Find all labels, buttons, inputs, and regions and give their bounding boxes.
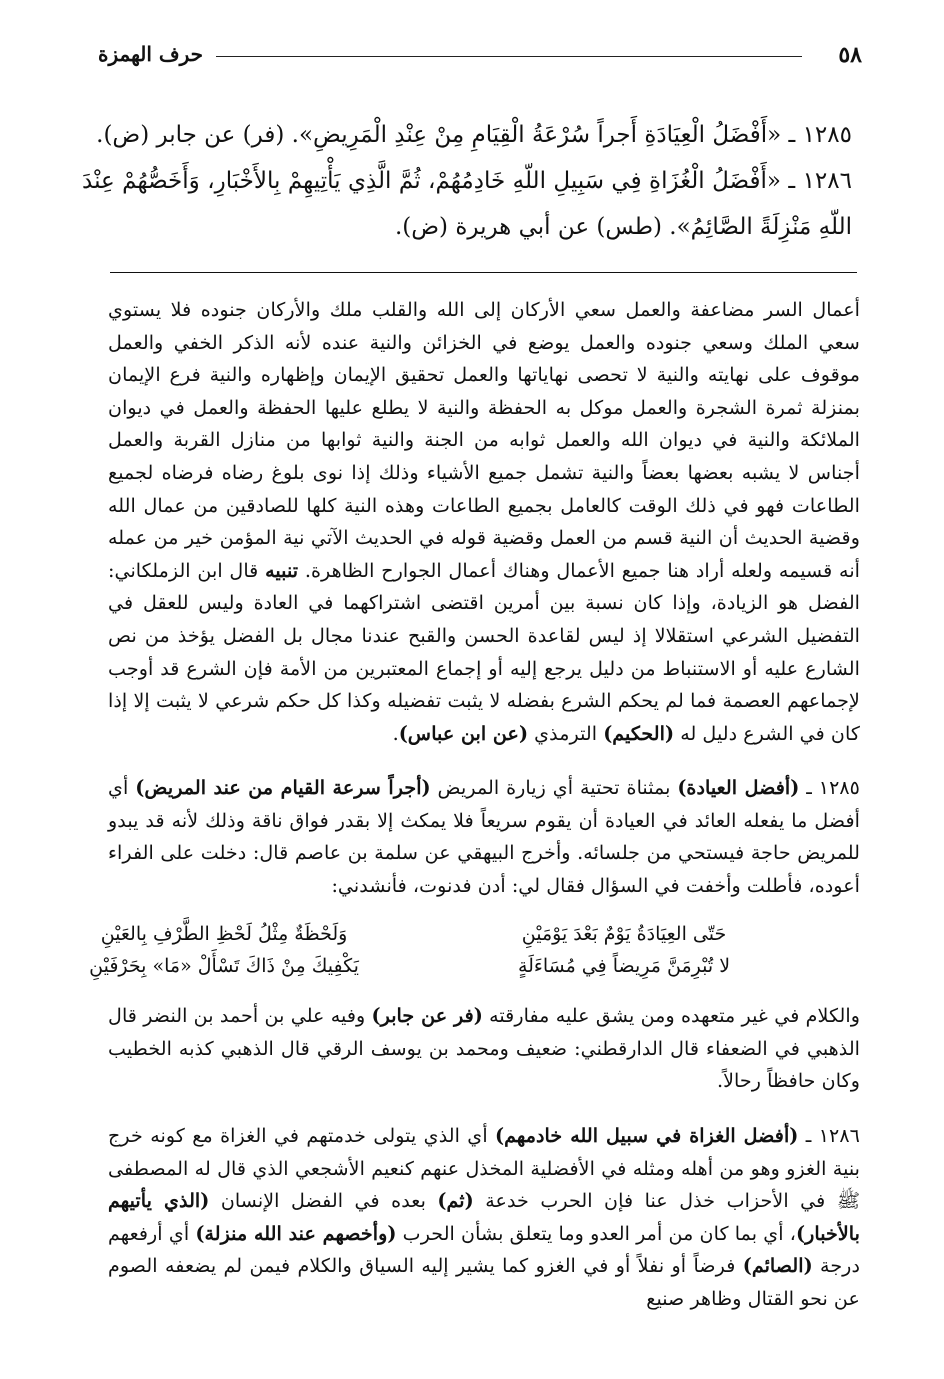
hadith-number: ١٢٨٥ ـ: [788, 122, 852, 148]
poem-hemistich: وَلَحْظَةٌ مِثْلُ لَحْظِ الطَّرْفِ بِالعَيْنِ: [100, 923, 348, 945]
lemma: (الصائم): [742, 1254, 813, 1278]
poem-verse: [54, 950, 794, 982]
poem: [54, 918, 794, 982]
source-text: الترمذي: [534, 721, 598, 745]
lemma: (أفضل الغزاة في سبيل الله خادمهم): [495, 1124, 799, 1147]
hadith-text: «أَفْضَلُ الْعِيَادَةِ أَجراً سُرْعَةُ الْقِيَامِ مِنْ عِنْدِ الْمَرِيضِ». (فر) عن جابر (ض).: [96, 122, 782, 148]
tanbih-label: تنبيه: [265, 558, 299, 582]
tanbih-text: قال ابن الزملكاني: الفضل هو الزيادة، وإذا كان نسبة بين أمرين اقتضى اشتراكهما في العادة وليس للعقل في التفضيل الشرعي استقلالا إذ ليس لقاعدة الحسن والقبح عندنا مجال بل الفضل يؤخذ من نص الشارع عليه أو الاستنباط من دليل يرجع إليه أو إجماع المعتبرين من الأمة فإن الشرع قد أوجب لإجماعهم العصمة فما لم يحكم الشرع بفضله لا يثبت تفضيله وكذا كل حكم شرعي لا يثبت إلا إذا كان في الشرع دليل له: [108, 558, 860, 745]
commentary-text: ، أي بما كان من أمر العدو وما يتعلق بشأن الحرب: [402, 1221, 796, 1245]
lemma: (الذي يأتيهم بالأخبار): [108, 1189, 860, 1245]
commentary-text: بعده في الفضل الإنسان: [220, 1189, 426, 1213]
source-reference: (عن ابن عباس): [398, 721, 529, 745]
lemma: (وأخصهم عند الله منزلة): [195, 1221, 397, 1245]
lemma: (أفضل العيادة): [677, 776, 800, 799]
section-separator: [110, 272, 857, 273]
source-reference: (فر عن جابر): [371, 1004, 483, 1027]
poem-verse: [54, 918, 794, 950]
poem-hemistich: حَتّى العِيَادَةُ يَوْمٌ بَعْدَ يَوْمَيْنِ: [521, 923, 727, 945]
hadith-1286: [82, 158, 852, 250]
lemma: (أجراً سرعة القيام من عند المريض): [135, 776, 431, 799]
commentary-text: وفيه علي بن أحمد بن النضر قال الذهبي في الضعفاء قال الدارقطني: ضعيف ومحمد بن يوسف الرقي قال الذهبي كذبه الخطيب وكان حافظاً رحالاً.: [108, 1004, 860, 1093]
entry-number: ١٢٨٥ ـ: [806, 776, 860, 799]
hadith-1285: [82, 112, 852, 158]
commentary-text: أي أفضل ما يفعله العائد في العيادة أن يقوم سريعاً فلا يمكث إلا بقدر فواق ناقة وذلك لأنه قد يبدو للمريض حاجة فيستحي من جلسائه. وأخرج البيهقي عن سلمة بن عاصم قال: دخلت على الفراء أعوده، فأطلت وأخفت في السؤال فقال لي: أدن فدنوت، فأنشدني:: [108, 776, 860, 897]
period: .: [392, 721, 399, 745]
source-reference: (الحكيم): [603, 721, 675, 745]
commentary-paragraph: [108, 294, 860, 750]
commentary-1285-end: [108, 1000, 860, 1098]
commentary-text: والكلام في غير متعهده ومن يشق عليه مفارقته: [489, 1004, 860, 1027]
commentary-text: فرضاً أو نفلاً أو في الغزو كما يشير إليه السياق والكلام فيمن لم يضعفه الصوم عن نحو القتال وظاهر صنيع: [108, 1254, 860, 1310]
commentary-text: أي الذي يتولى خدمتهم في الغزاة مع كونه خرج بنية الغزو وهو من أهله ومثله في الأفضلية المخذل عنهم كنعيم الأشجعي الذي قال له المصطفى ﷺ في الأحزاب خذل عنا فإن الحرب خدعة: [108, 1124, 861, 1213]
hadith-text: «أَفْضَلُ الْغُزَاةِ فِي سَبِيلِ اللّهِ خَادِمُهُمْ، ثُمَّ الَّذِي يَأْتِيهِمْ بِالأَخْبَارِ، وَأَخَصُّهُمْ عِنْدَ اللّهِ مَنْزِلَةً الصَّائِمُ». (طس) عن أبي هريرة (ض).: [82, 168, 852, 240]
commentary-text: أي أرفعهم درجة: [108, 1221, 860, 1278]
poem-hemistich: لا تُبْرِمَنَّ مَرِيضاً فِي مُسَاءَلَةٍ: [517, 955, 731, 977]
page-number: ٥٨: [838, 42, 862, 68]
commentary-text: بمثناة تحتية أي زيارة المريض: [437, 776, 671, 799]
chapter-title: حرف الهمزة: [98, 42, 204, 66]
lemma: (ثم): [437, 1189, 474, 1213]
commentary-text: أعمال السر مضاعفة والعمل سعي الأركان إلى الله والقلب ملك والأركان جنوده فلا يستوي سعي الملك وسعي جنوده والعمل يوضع في الخزائن والنية عنده لأنه الذكر الخفي والعمل موقوف على نهايته والنية لا تحصى نهاياتها والعمل تحقيق الإيمان وإظهاره والنية فرع الإيمان بمنزلة ثمرة الشجرة والعمل موكل به الحفظة والنية لا يطلع عليها الحفظة والعمل في ديوان الملائكة والنية في ديوان الله والعمل ثوابه من الجنة والنية ثوابها من منازل القربة والعمل أجناس لا يشبه بعضها بعضاً والنية تشمل جميع الأشياء وذلك إذا نوى بلوغ رضاه فرضاه لجميع الطاعات فهو في ذلك الوقت كالعامل بجميع الطاعات وهذه النية كلها للصادقين من عمال الله وقضية الحديث أن النية قسم من العمل وقضية قوله في الحديث الآتي نية المؤمن خير من عمله أنه قسيمه ولعله أراد هنا جميع الأعمال وهناك أعمال الجوارح الظاهرة.: [108, 298, 860, 582]
page-header: [98, 42, 862, 72]
header-rule: [216, 56, 802, 57]
commentary-1285: [108, 772, 860, 902]
hadith-number: ١٢٨٦ ـ: [788, 168, 852, 194]
poem-hemistich: يَكْفِيكَ مِنْ ذَاكَ تَسْأَلْ «مَا» بِحَرْفَيْنِ: [89, 955, 359, 977]
commentary-1286: [108, 1120, 860, 1316]
entry-number: ١٢٨٦ ـ: [805, 1124, 860, 1147]
